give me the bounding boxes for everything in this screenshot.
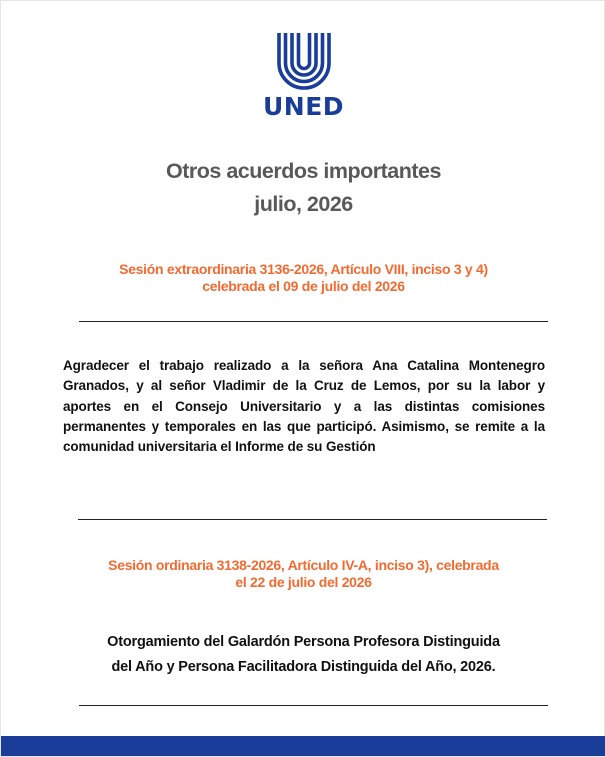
- agreement-2-text: [41, 630, 566, 680]
- logo-wordmark: UNED: [262, 92, 345, 121]
- session-1-line-2: celebrada el 09 de julio del 2026: [202, 278, 405, 294]
- uned-emblem-icon: [274, 31, 334, 93]
- session-heading-2: [41, 557, 566, 591]
- title-line-2: julio, 2026: [254, 192, 353, 216]
- agreement-1-text: Agradecer el trabajo realizado a la señora Ana Catalina Montenegro Granados, y al señor Vladimir de la Cruz de Lemos, por su la labor y aportes en el Consejo Universitario y a las distintas comisiones permanentes y temporales en las que participó. Asimismo, se remite a la comunidad universitaria el Informe de su Gestión: [63, 358, 545, 455]
- page-title: [1, 155, 605, 221]
- divider-2: [78, 519, 547, 520]
- session-2-line-2: el 22 de julio del 2026: [235, 574, 372, 590]
- session-heading-1: [41, 261, 566, 295]
- agreement-2-line-2: del Año y Persona Facilitadora Distinguida del Año, 2026.: [111, 659, 496, 675]
- footer-bar: [1, 736, 605, 756]
- divider-1: [79, 321, 548, 322]
- session-2-line-1: Sesión ordinaria 3138-2026, Artículo IV-A, inciso 3), celebrada: [108, 557, 499, 573]
- uned-logo: [1, 31, 605, 127]
- agreement-2-line-1: Otorgamiento del Galardón Persona Profesora Distinguida: [107, 634, 500, 650]
- divider-3: [79, 705, 548, 706]
- title-line-1: Otros acuerdos importantes: [166, 159, 441, 183]
- session-1-line-1: Sesión extraordinaria 3136-2026, Artículo VIII, inciso 3 y 4): [119, 261, 488, 277]
